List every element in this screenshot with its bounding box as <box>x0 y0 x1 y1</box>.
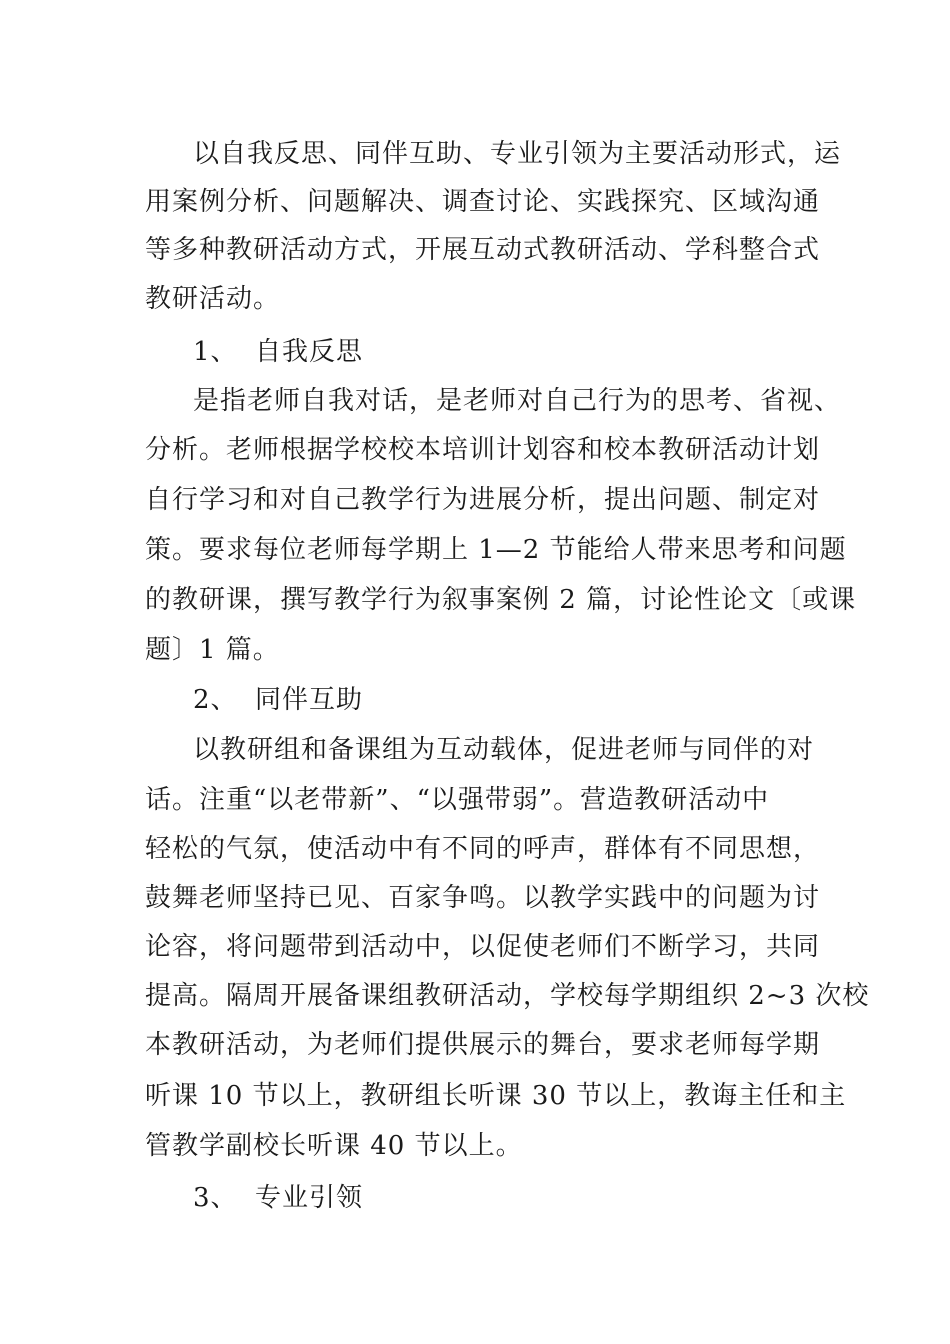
text-line: 话。注重“以老带新”、“以强带弱”。营造教研活动中 <box>145 785 770 815</box>
text-line: 用案例分析、问题解决、调查讨论、实践探究、区域沟通 <box>145 187 821 217</box>
heading-number: 1、 <box>193 337 238 367</box>
text-line: 策。要求每位老师每学期上 1—2 节能给人带来思考和问题 <box>145 535 847 565</box>
heading-text: 自我反思 <box>255 337 364 367</box>
text-line: 分析。老师根据学校校本培训计划容和校本教研活动计划 <box>145 435 821 465</box>
text-line: 鼓舞老师坚持已见、百家争鸣。以教学实践中的问题为讨 <box>145 883 821 913</box>
text-line: 论容，将问题带到活动中，以促使老师们不断学习，共同 <box>145 932 821 962</box>
text-line: 提高。隔周开展备课组教研活动，学校每学期组织 2~3 次校 <box>145 981 870 1011</box>
heading-number: 3、 <box>193 1183 238 1213</box>
text-line: 听课 10 节以上，教研组长听课 30 节以上，教诲主任和主 <box>145 1081 847 1111</box>
text-line: 以自我反思、同伴互助、专业引领为主要活动形式，运 <box>193 139 842 169</box>
section-heading-self-reflection <box>193 337 363 367</box>
heading-number: 2、 <box>193 685 238 715</box>
heading-text: 专业引领 <box>255 1183 364 1213</box>
text-line: 的教研课，撰写教学行为叙事案例 2 篇，讨论性论文〔或课 <box>145 585 857 615</box>
heading-text: 同伴互助 <box>255 685 364 715</box>
text-line: 是指老师自我对话，是老师对自己行为的思考、省视、 <box>193 386 842 416</box>
text-line: 管教学副校长听课 40 节以上。 <box>145 1131 523 1161</box>
text-line: 轻松的气氛，使活动中有不同的呼声，群体有不同思想， <box>145 834 821 864</box>
text-line: 自行学习和对自己教学行为进展分析，提出问题、制定对 <box>145 485 821 515</box>
text-line: 教研活动。 <box>145 284 281 314</box>
text-line: 以教研组和备课组为互动载体，促进老师与同伴的对 <box>193 735 815 765</box>
text-line: 题〕1 篇。 <box>145 635 280 665</box>
section-heading-professional-guidance <box>193 1183 363 1213</box>
section-heading-peer-support <box>193 685 363 715</box>
text-line: 等多种教研活动方式，开展互动式教研活动、学科整合式 <box>145 235 821 265</box>
text-line: 本教研活动，为老师们提供展示的舞台，要求老师每学期 <box>145 1030 821 1060</box>
